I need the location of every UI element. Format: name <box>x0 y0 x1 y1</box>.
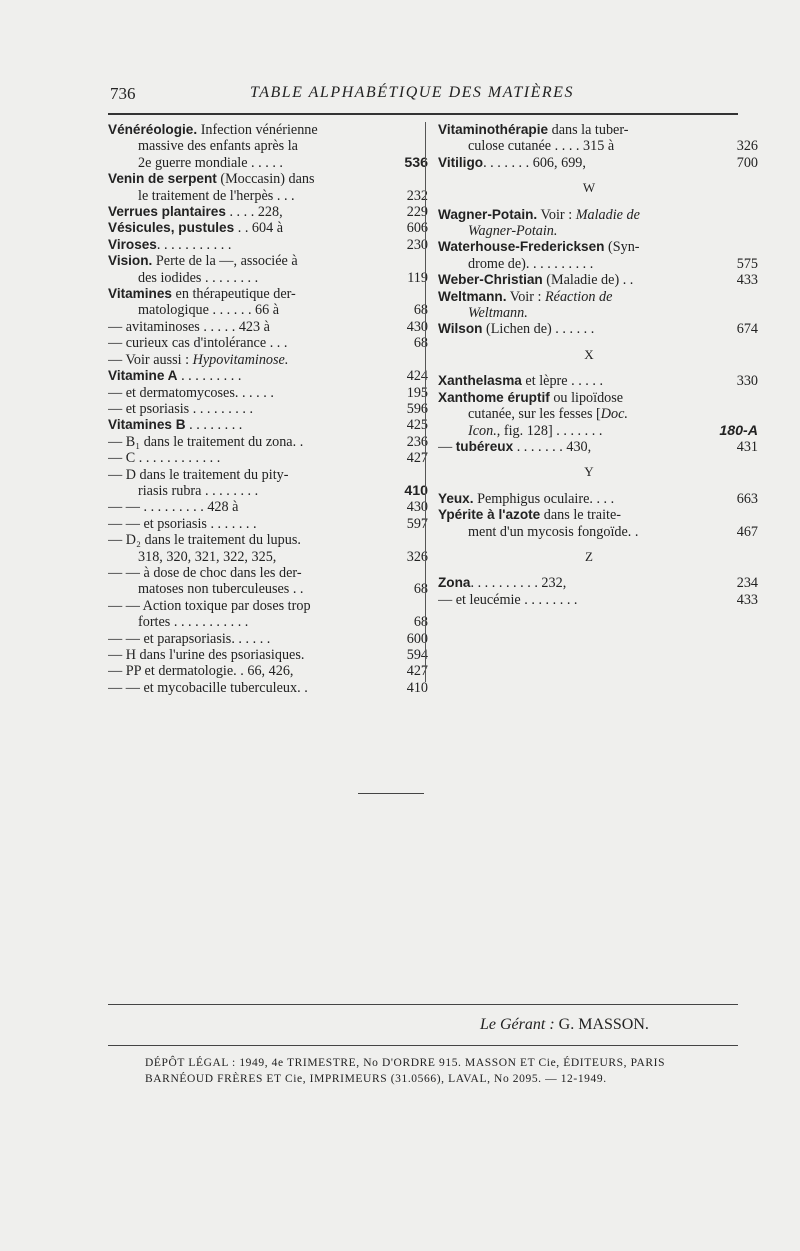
index-text: le traitement de l'herpès . . . <box>138 187 295 204</box>
index-text: des iodides . . . . . . . . <box>138 269 259 286</box>
index-line <box>108 450 428 467</box>
index-line <box>438 321 758 338</box>
index-line <box>438 305 740 321</box>
legal-deposit-line-1: DÉPÔT LÉGAL : 1949, 4e TRIMESTRE, No D'ORDRE 915. MASSON ET Cie, ÉDITEURS, PARIS <box>145 1057 666 1069</box>
index-text: Infection vénérienne <box>197 122 318 138</box>
page-reference: 229 <box>406 204 428 221</box>
index-text: — PP et dermatologie. . 66, 426, <box>108 663 294 680</box>
index-line <box>108 417 428 434</box>
index-line <box>108 269 428 286</box>
index-text: et lèpre . . . . . <box>521 373 604 390</box>
index-text: — curieux cas d'intolérance . . . <box>108 335 288 352</box>
footer-rule-bottom <box>108 1045 738 1046</box>
index-text: matologique . . . . . . 66 à <box>138 302 280 319</box>
index-entry <box>438 207 740 240</box>
index-entry <box>108 499 428 516</box>
index-entry <box>108 171 428 204</box>
running-head: TABLE ALPHABÉTIQUE DES MATIÈRES <box>250 84 574 101</box>
index-text: . . . . . . . . <box>185 417 243 434</box>
index-line <box>108 352 410 368</box>
index-line-text <box>438 321 714 337</box>
index-italic-text: Icon. <box>468 422 497 439</box>
index-line <box>108 286 410 302</box>
index-entry <box>438 154 758 171</box>
legal-deposit <box>145 1055 665 1087</box>
index-line-text <box>138 155 384 171</box>
page-reference: 431 <box>736 438 758 455</box>
index-line-text <box>438 155 714 171</box>
index-text: — et leucémie . . . . . . . . <box>438 591 578 608</box>
index-line-text <box>438 289 740 305</box>
index-text: ou lipoïdose <box>549 389 624 406</box>
index-line-text <box>468 256 714 272</box>
index-entry <box>108 384 428 401</box>
index-headword: Vitamine A <box>108 368 178 384</box>
index-headword: Xanthelasma <box>438 373 522 389</box>
index-text: Voir : <box>537 206 576 223</box>
section-letter: X <box>584 346 594 362</box>
index-entry <box>108 417 428 434</box>
index-line <box>108 335 428 352</box>
index-entry <box>108 597 428 631</box>
page-reference: 594 <box>406 647 428 663</box>
index-text: massive des enfants après la <box>138 138 298 155</box>
index-headword: Viroses <box>108 236 157 252</box>
index-text: ment d'un mycosis fongoïde. . <box>468 523 639 540</box>
section-letter: W <box>582 180 596 196</box>
index-line-text <box>138 270 384 286</box>
index-text: — — et mycobacille tuberculeux. . <box>108 679 308 696</box>
index-text: 318, 320, 321, 322, 325, <box>138 548 277 565</box>
footer-rule-top <box>108 1004 738 1005</box>
index-line <box>108 565 410 581</box>
page-reference: 68 <box>413 335 428 352</box>
index-line-text <box>138 188 384 204</box>
page-reference: 433 <box>736 272 758 289</box>
index-line <box>108 220 428 237</box>
index-line <box>438 289 740 305</box>
index-line <box>108 647 428 663</box>
index-text: — — . . . . . . . . . 428 à <box>108 499 239 516</box>
page-reference: 410 <box>406 679 428 696</box>
index-text: . . . . 228, <box>225 204 283 221</box>
page-reference: 424 <box>406 368 428 385</box>
index-headword: Ypérite à l'azote <box>438 507 541 523</box>
index-line <box>108 154 428 171</box>
page-reference: 410 <box>404 482 428 499</box>
index-text: — — à dose de choc dans les der- <box>108 564 302 581</box>
index-line <box>108 138 410 154</box>
index-headword: Wilson <box>438 321 483 337</box>
index-line-text <box>108 286 410 302</box>
index-line-text <box>108 598 410 614</box>
index-line-text <box>438 592 714 608</box>
index-line <box>108 302 428 319</box>
legal-deposit-line-2: BARNÉOUD FRÈRES ET Cie, IMPRIMEURS (31.0566), LAVAL, No 2095. — 12-1949. <box>145 1073 607 1085</box>
index-line <box>108 581 428 598</box>
page-reference: 430 <box>406 499 428 516</box>
index-text: , fig. 128] . . . . . . . <box>496 422 603 439</box>
index-italic-text: Weltmann. <box>468 305 528 322</box>
page-reference: 232 <box>406 187 428 204</box>
index-text: en thérapeutique der- <box>171 286 296 303</box>
index-entry <box>108 204 428 221</box>
index-entry <box>108 335 428 352</box>
index-entry <box>108 630 428 647</box>
index-line-text <box>138 138 410 154</box>
index-line-text <box>108 680 384 696</box>
page-reference: 68 <box>413 302 428 319</box>
page-reference: 119 <box>407 269 428 286</box>
page-reference: 433 <box>736 591 758 608</box>
index-entry <box>108 679 428 696</box>
index-line <box>108 236 428 253</box>
index-line <box>108 630 428 647</box>
index-entry <box>438 438 758 455</box>
index-entry <box>438 321 758 338</box>
index-line-text <box>138 483 384 499</box>
index-entry <box>108 220 428 237</box>
index-text: 2e guerre mondiale . . . . . <box>138 154 283 171</box>
index-entry <box>108 663 428 680</box>
index-text: dans le traite- <box>540 507 621 524</box>
index-text: Perte de la —, associée à <box>152 253 298 270</box>
index-line-text <box>108 385 384 401</box>
index-line <box>438 575 758 592</box>
index-line <box>108 368 428 385</box>
index-entry <box>108 352 410 368</box>
index-headword: Wagner-Potain. <box>438 206 538 222</box>
index-column-right <box>438 122 758 608</box>
index-line <box>438 490 758 507</box>
index-text: culose cutanée . . . . 315 à <box>468 138 615 155</box>
index-line <box>108 515 428 532</box>
index-text: — D dans le traitement du pity- <box>108 466 289 483</box>
index-line-text <box>108 368 384 384</box>
page-reference: 575 <box>736 255 758 272</box>
index-line-text <box>468 524 714 540</box>
index-line-text <box>108 122 410 138</box>
index-line-text <box>108 171 410 187</box>
index-text: (Lichen de) . . . . . . <box>482 321 595 338</box>
index-text: — — et parapsoriasis. . . . . . <box>108 630 271 647</box>
index-text: (Moccasin) dans <box>216 171 315 188</box>
gerant-prefix: Le Gérant : <box>480 1016 555 1033</box>
page-reference: 674 <box>736 321 758 338</box>
index-line-text <box>108 204 384 220</box>
index-line-text <box>108 253 410 269</box>
index-headword: Vitiligo <box>438 154 484 170</box>
index-line <box>108 482 428 499</box>
index-headword: Yeux. <box>438 490 474 506</box>
index-headword: Zona <box>438 575 471 591</box>
index-entry <box>438 507 758 540</box>
index-line <box>438 122 740 138</box>
index-line-text <box>468 305 740 321</box>
column-separator <box>425 122 426 682</box>
index-text: — Voir aussi : <box>108 351 193 368</box>
index-line <box>438 223 740 239</box>
index-line <box>108 614 428 631</box>
index-line-text <box>108 467 410 483</box>
index-entry <box>108 122 428 171</box>
index-line <box>438 154 758 171</box>
index-text: . . . . . . . 430, <box>513 438 592 455</box>
index-line-text <box>108 434 384 450</box>
page-reference: 427 <box>406 663 428 680</box>
index-line-text <box>138 302 384 318</box>
page-reference: 536 <box>404 154 428 171</box>
index-headword: Waterhouse-Fredericksen <box>438 239 605 255</box>
index-text: — D₂ dans le traitement du lupus. <box>108 532 301 549</box>
index-line-text <box>108 335 384 351</box>
index-entry <box>438 373 758 390</box>
index-text: . . 604 à <box>234 220 284 237</box>
index-headword: Vénéréologie. <box>108 122 198 137</box>
index-entry <box>108 400 428 417</box>
index-text: — avitaminoses . . . . . 423 à <box>108 318 270 335</box>
index-text: — C . . . . . . . . . . . . <box>108 450 221 467</box>
page-reference: 330 <box>736 373 758 390</box>
page-reference: 430 <box>406 318 428 335</box>
index-headword: Xanthome éruptif <box>438 389 550 405</box>
index-text: — — et psoriasis . . . . . . . <box>108 515 257 532</box>
page-reference: 234 <box>736 575 758 592</box>
index-text: . . . . . . . . . . . <box>156 236 232 253</box>
index-entry <box>108 532 428 565</box>
index-line <box>108 122 410 138</box>
index-headword: Vision. <box>108 253 153 269</box>
index-line-text <box>138 614 384 630</box>
index-line-text <box>438 390 740 406</box>
index-line <box>108 532 410 548</box>
header-rule <box>108 113 738 115</box>
page-reference: 606 <box>406 220 428 237</box>
index-line-text <box>438 507 740 523</box>
index-line-text <box>438 439 714 455</box>
gerant-name: G. MASSON. <box>558 1016 649 1033</box>
index-line-text <box>438 575 714 591</box>
index-line-text <box>438 122 740 138</box>
page-reference: 600 <box>406 630 428 647</box>
index-line <box>438 255 758 272</box>
page-reference: 425 <box>406 417 428 434</box>
index-entry <box>438 239 758 272</box>
index-entry <box>108 286 428 319</box>
index-entry <box>108 450 428 467</box>
index-entry <box>438 490 758 507</box>
index-headword: Venin de serpent <box>108 171 217 187</box>
index-text: . . . . . . . . . . 232, <box>470 575 567 592</box>
index-entry <box>108 368 428 385</box>
index-line <box>108 204 428 221</box>
index-line-text <box>108 499 384 515</box>
index-line-text <box>108 401 384 417</box>
index-line-text <box>438 207 740 223</box>
page-reference: 596 <box>406 400 428 417</box>
section-letter: Y <box>584 464 594 480</box>
index-entry <box>108 433 428 450</box>
end-rule <box>358 793 424 794</box>
index-headword: Vitamines <box>108 286 172 302</box>
index-line <box>438 438 758 455</box>
index-line-text <box>438 239 740 255</box>
index-line <box>108 548 428 565</box>
gerant-line <box>480 1016 649 1034</box>
index-headword: Vitamines B <box>108 417 186 433</box>
index-line-text <box>138 581 384 597</box>
index-line <box>438 373 758 390</box>
index-line <box>438 390 740 406</box>
index-entry <box>108 647 428 663</box>
page-reference: 326 <box>736 138 758 155</box>
index-line-text <box>108 532 410 548</box>
index-line-text <box>108 237 384 253</box>
page-reference: 195 <box>406 384 428 401</box>
index-headword: Weltmann. <box>438 288 507 304</box>
index-text: (Maladie de) . . <box>542 272 634 289</box>
page-number: 736 <box>110 84 136 103</box>
index-line-text <box>108 352 410 368</box>
index-line-text <box>108 663 384 679</box>
index-text: dans la tuber- <box>548 122 629 138</box>
index-line <box>438 239 740 255</box>
index-entry <box>438 272 758 289</box>
index-text: — et dermatomycoses. . . . . . <box>108 384 274 401</box>
index-entry <box>108 466 428 500</box>
index-line-text <box>438 373 714 389</box>
index-line <box>108 679 428 696</box>
index-italic-text: Wagner-Potain. <box>468 223 558 240</box>
page-reference: 236 <box>406 433 428 450</box>
index-italic-text: Hypovitaminose. <box>192 351 289 368</box>
index-line <box>108 318 428 335</box>
index-line <box>108 663 428 680</box>
index-line-text <box>108 417 384 433</box>
index-entry <box>108 515 428 532</box>
index-line-text <box>108 450 384 466</box>
index-text: — <box>438 438 456 455</box>
index-column-left <box>108 122 428 696</box>
index-line <box>438 507 740 523</box>
index-entry <box>438 122 758 155</box>
index-line <box>438 422 758 439</box>
index-line-text <box>438 272 714 288</box>
index-text: Voir : <box>506 288 545 305</box>
index-text: — et psoriasis . . . . . . . . . <box>108 400 254 417</box>
index-text: cutanée, sur les fesses [ <box>468 406 601 423</box>
index-line-text <box>108 565 410 581</box>
index-text: . . . . . . . . . <box>177 368 242 385</box>
index-text: . . . . . . . 606, 699, <box>483 154 586 171</box>
index-line-text <box>468 406 740 422</box>
index-line-text <box>468 223 740 239</box>
index-line <box>438 138 758 155</box>
index-italic-text: Maladie de <box>575 206 640 223</box>
page-reference: 180-A <box>719 422 758 439</box>
index-line <box>108 467 410 483</box>
index-text: — — Action toxique par doses trop <box>108 597 311 614</box>
index-headword: Verrues plantaires <box>108 204 226 220</box>
page-reference: 326 <box>406 548 428 565</box>
index-line <box>438 591 758 608</box>
index-headword: Weber-Christian <box>438 272 543 288</box>
index-line <box>438 523 758 540</box>
index-text: drome de). . . . . . . . . . <box>468 255 594 272</box>
page-reference: 663 <box>736 490 758 507</box>
index-text: — H dans l'urine des psoriasiques. <box>108 647 305 663</box>
index-text: matoses non tuberculeuses . . <box>138 581 304 598</box>
index-entry <box>108 236 428 253</box>
index-text: Pemphigus oculaire. . . . <box>473 490 615 507</box>
index-line-text <box>468 138 714 154</box>
index-line <box>108 433 428 450</box>
section-letter: Z <box>585 548 593 564</box>
index-line-text <box>108 516 384 532</box>
page-reference: 230 <box>406 236 428 253</box>
index-line <box>438 406 740 422</box>
index-line <box>108 499 428 516</box>
index-line-text <box>108 319 384 335</box>
index-line-text <box>438 491 714 507</box>
index-line-text <box>108 631 384 647</box>
index-text: riasis rubra . . . . . . . . <box>138 482 259 499</box>
index-headword: tubéreux <box>455 438 514 454</box>
index-line <box>108 598 410 614</box>
page-reference: 467 <box>736 523 758 540</box>
index-line <box>108 400 428 417</box>
page-reference: 700 <box>736 154 758 171</box>
page-reference: 68 <box>413 581 428 598</box>
index-headword: Vésicules, pustules <box>108 220 235 236</box>
index-italic-text: Doc. <box>600 406 628 423</box>
index-line-text <box>108 647 384 663</box>
index-entry <box>108 253 428 286</box>
index-headword: Vitaminothérapie <box>438 122 549 137</box>
page-reference: 68 <box>413 614 428 631</box>
index-entry <box>108 318 428 335</box>
index-line-text <box>138 549 384 565</box>
index-line-text <box>468 423 714 439</box>
index-line-text <box>108 220 384 236</box>
index-entry <box>438 289 740 322</box>
index-text: — B₁ dans le traitement du zona. . <box>108 433 304 450</box>
index-entry <box>438 591 758 608</box>
index-line <box>438 272 758 289</box>
index-entry <box>108 564 428 598</box>
page-reference: 597 <box>406 515 428 532</box>
index-text: fortes . . . . . . . . . . . <box>138 614 249 631</box>
index-line <box>438 207 740 223</box>
index-text: (Syn- <box>604 239 640 256</box>
index-line <box>108 253 410 269</box>
index-entry <box>438 389 758 439</box>
index-line <box>108 187 428 204</box>
index-line <box>108 171 410 187</box>
page-reference: 427 <box>406 450 428 467</box>
index-entry <box>438 575 758 592</box>
index-italic-text: Réaction de <box>545 288 613 305</box>
index-line <box>108 384 428 401</box>
